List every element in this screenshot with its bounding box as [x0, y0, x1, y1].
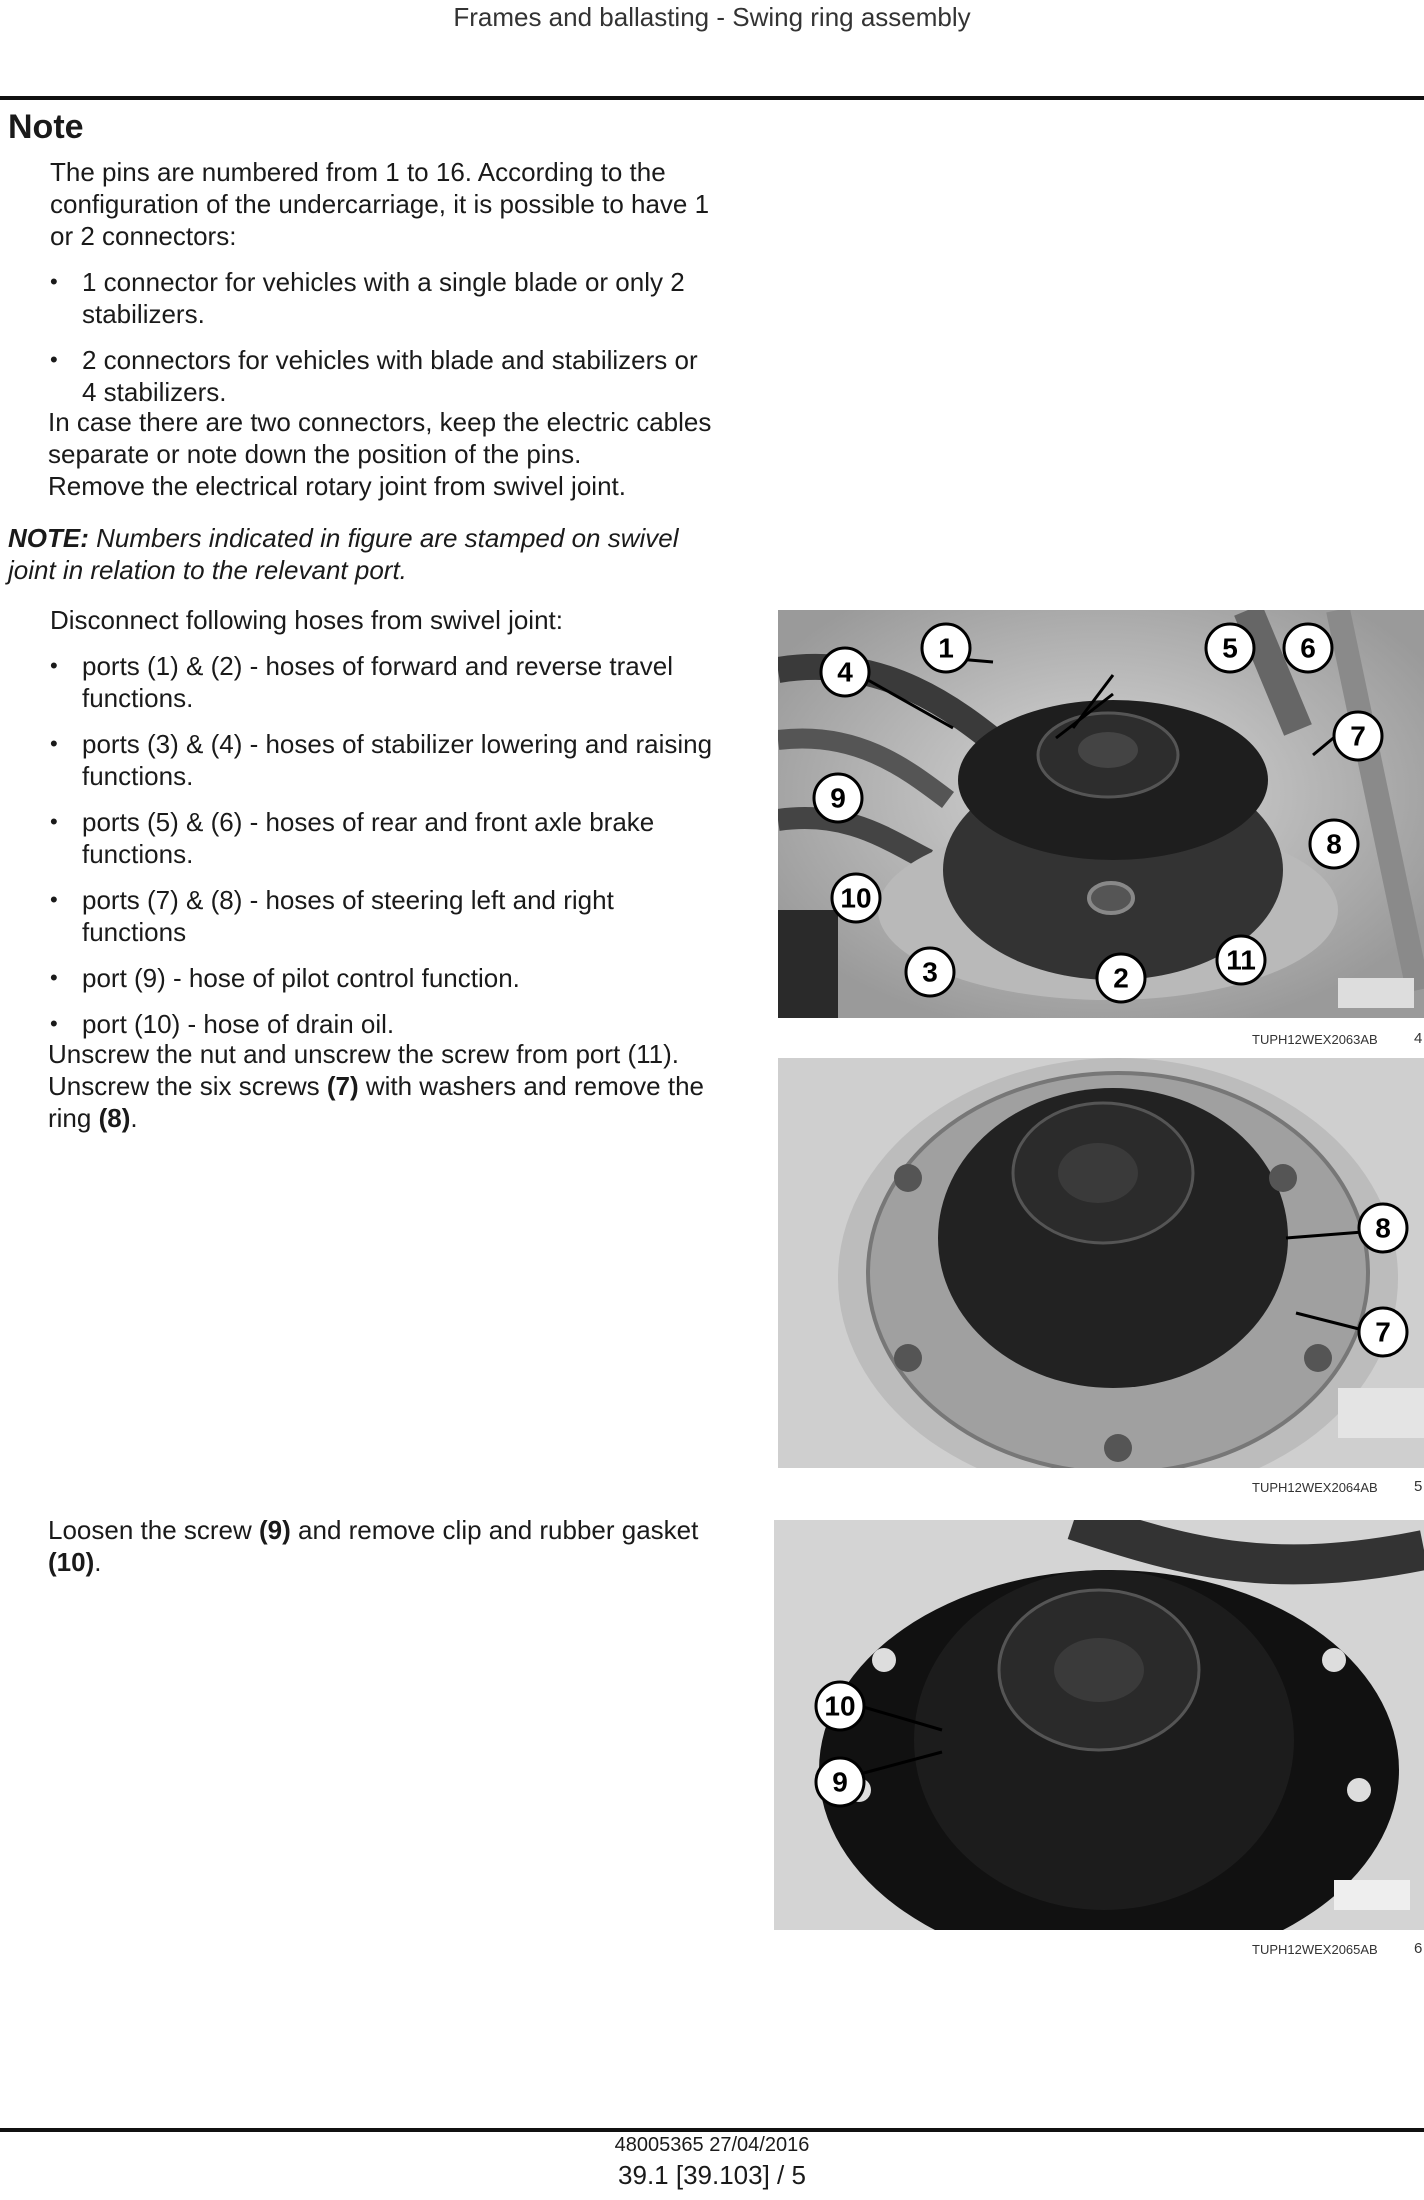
unscrew-nut-text: Unscrew the nut and unscrew the screw from port (11).: [48, 1039, 679, 1069]
step4-paragraphs: [48, 1038, 718, 1134]
note-intro: The pins are numbered from 1 to 16. According to the configuration of the undercarriage, it is possible to have 1 or 2 connectors:: [50, 157, 710, 251]
svg-text:5: 5: [1222, 632, 1238, 664]
svg-text:1: 1: [938, 632, 954, 664]
notice-text: [8, 522, 720, 586]
figure-5-number: 5: [1414, 1478, 1423, 1495]
callout-5: [1206, 624, 1254, 672]
footer-doc-id: 48005365 27/04/2016: [614, 2134, 810, 2156]
callout-6: [1284, 624, 1332, 672]
step6-text: Loosen the screw (9) and remove clip and rubber gasket (10).: [48, 1515, 699, 1577]
note-para-1: In case there are two connectors, keep the electric cables separate or note down the position of the pins.: [48, 407, 712, 469]
callout-7: [1334, 712, 1382, 760]
figure-6-callouts: [774, 1520, 1424, 1930]
svg-text:2: 2: [1113, 962, 1129, 994]
figure-4-callouts: [778, 610, 1424, 1018]
svg-text:10: 10: [840, 882, 872, 914]
footer-page-number: 39.1 [39.103] / 5: [618, 2160, 806, 2190]
callout-2: [1097, 954, 1145, 1002]
svg-text:8: 8: [1326, 828, 1342, 860]
svg-text:9: 9: [832, 1766, 848, 1798]
svg-text:4: 4: [837, 656, 853, 688]
note-block: [50, 156, 715, 408]
step4-bullet-5: • port (9) - hose of pilot control function.: [50, 962, 715, 994]
callout-1: [922, 624, 970, 672]
svg-text:3: 3: [922, 956, 938, 988]
svg-text:7: 7: [1350, 720, 1366, 752]
callout-9: [816, 1758, 864, 1806]
step4-bullet-2: • ports (3) & (4) - hoses of stabilizer lowering and raising functions.: [50, 728, 715, 792]
figure-6-number: 6: [1414, 1940, 1423, 1957]
note-bullet-1: • 1 connector for vehicles with a single blade or only 2 stabilizers.: [50, 266, 715, 330]
callout-8: [1359, 1204, 1407, 1252]
figure-4-number: 4: [1414, 1030, 1423, 1047]
callout-10: [816, 1682, 864, 1730]
notice-body: Numbers indicated in figure are stamped on swivel joint in relation to the relevant port.: [8, 523, 679, 585]
notice-label: NOTE:: [8, 523, 89, 553]
footer-rule: [0, 2128, 1424, 2132]
note-paragraphs: [48, 406, 718, 502]
callout-10: [832, 874, 880, 922]
callout-7: [1359, 1308, 1407, 1356]
callout-3: [906, 948, 954, 996]
callout-4: [821, 648, 869, 696]
svg-text:7: 7: [1375, 1316, 1391, 1348]
page-header-title: Frames and ballasting - Swing ring assembly: [453, 2, 971, 32]
figure-5-code: TUPH12WEX2064AB: [1252, 1480, 1378, 1495]
svg-text:6: 6: [1300, 632, 1316, 664]
step4-bullet-4: • ports (7) & (8) - hoses of steering left and right functions: [50, 884, 715, 948]
note-bullet-2: • 2 connectors for vehicles with blade and stabilizers or 4 stabilizers.: [50, 344, 715, 408]
step4-bullet-3: • ports (5) & (6) - hoses of rear and front axle brake functions.: [50, 806, 715, 870]
callout-9: [814, 774, 862, 822]
step4-block: [50, 604, 715, 1040]
note-para-2: Remove the electrical rotary joint from swivel joint.: [48, 471, 626, 501]
svg-text:8: 8: [1375, 1212, 1391, 1244]
header-rule: [0, 96, 1424, 100]
svg-text:10: 10: [824, 1690, 856, 1722]
step4-bullet-6: • port (10) - hose of drain oil.: [50, 1008, 715, 1040]
callout-8: [1310, 820, 1358, 868]
figure-4-code: TUPH12WEX2063AB: [1252, 1032, 1378, 1047]
step4-intro: Disconnect following hoses from swivel joint:: [50, 605, 563, 635]
figure-6-code: TUPH12WEX2065AB: [1252, 1942, 1378, 1957]
callout-11: [1217, 936, 1265, 984]
svg-text:11: 11: [1226, 944, 1256, 976]
figure-5-callouts: [778, 1058, 1424, 1468]
note-heading: Note: [8, 108, 84, 146]
svg-text:9: 9: [830, 782, 846, 814]
six-screws-text: Unscrew the six screws (7) with washers and remove the ring (8).: [48, 1071, 705, 1133]
step4-bullet-1: • ports (1) & (2) - hoses of forward and reverse travel functions.: [50, 650, 715, 714]
